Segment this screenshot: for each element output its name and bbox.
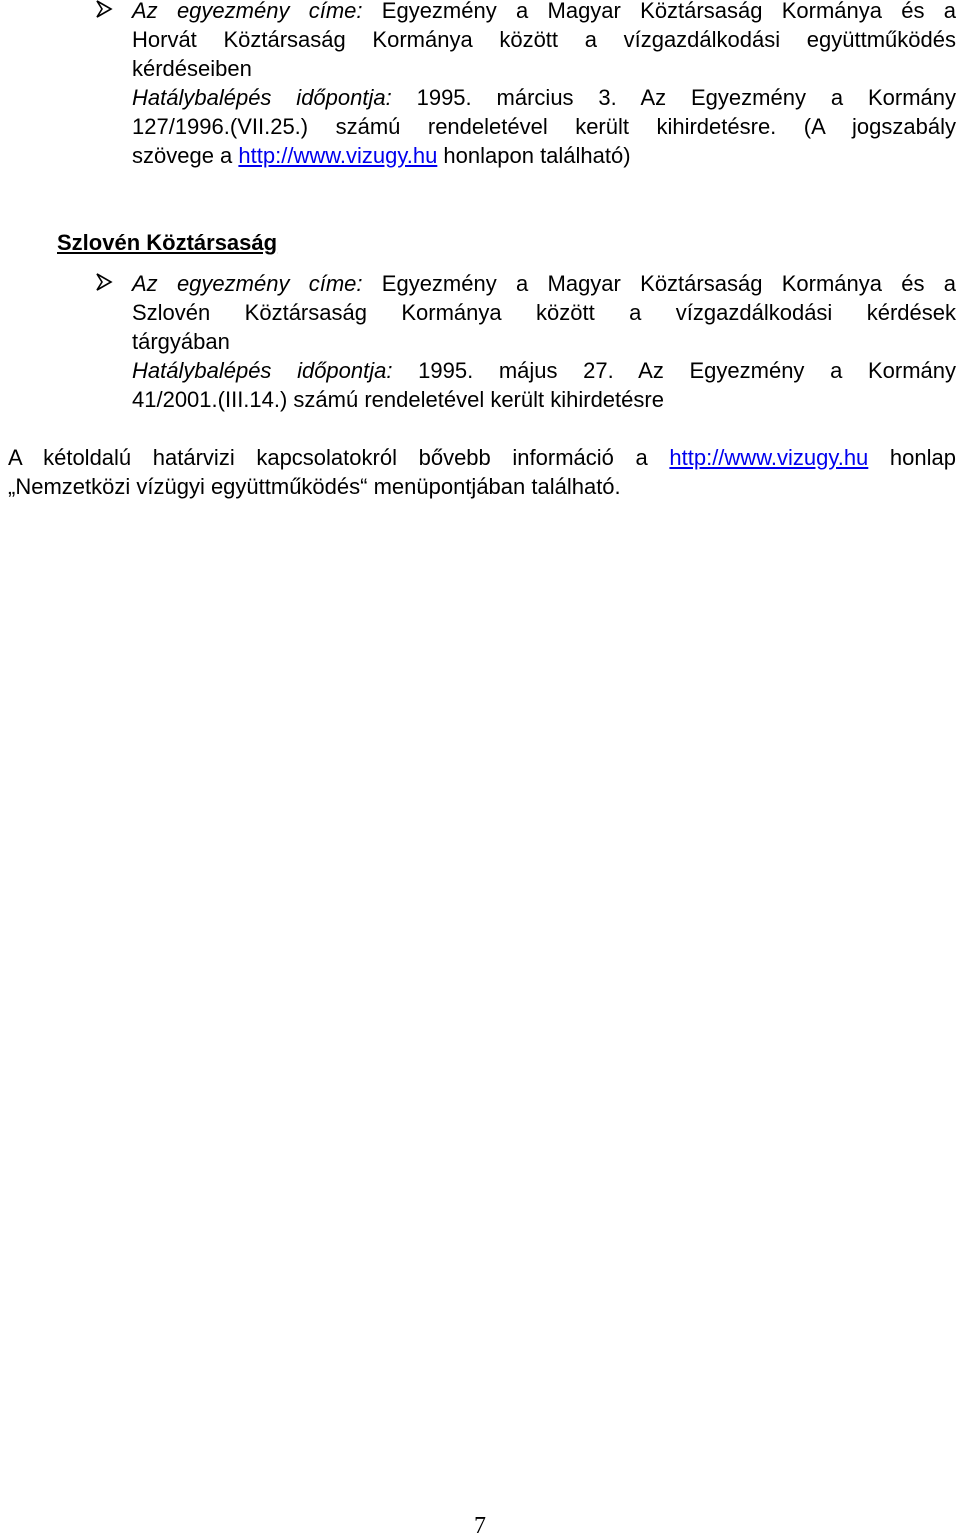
bilateral-info-menu-line: „Nemzetközi vízügyi együttműködés“ menüpontjában található.: [8, 474, 621, 499]
agreement-item-slovenia: [132, 269, 956, 414]
effective-date-line: [132, 83, 956, 112]
bilateral-info-paragraph: [8, 443, 956, 501]
legal-text-source-pre: szövege a: [132, 143, 239, 168]
page-number: 7: [474, 1513, 486, 1539]
effective-date-text: 127/1996.(VII.25.) számú rendeletével került kihirdetésre. (A jogszabály: [132, 114, 956, 139]
bilateral-info-pre: A kétoldalú határvizi kapcsolatokról bővebb információ a: [8, 445, 670, 470]
agreement-title-line: [132, 0, 956, 25]
agreement-title-text: kérdéseiben: [132, 56, 252, 81]
vizugy-link[interactable]: http://www.vizugy.hu: [669, 445, 869, 470]
agreement-title-text: Egyezmény a Magyar Köztársaság Kormánya és a: [362, 271, 956, 296]
agreement-title-text: tárgyában: [132, 329, 230, 354]
agreement-title-label: Az egyezmény címe:: [132, 271, 363, 296]
legal-text-source-post: honlapon található): [437, 143, 631, 168]
arrowhead-bullet-icon: [94, 0, 114, 20]
agreement-title-text: Szlovén Köztársaság Kormánya között a vízgazdálkodási kérdések: [132, 300, 956, 325]
agreement-title-label: Az egyezmény címe:: [132, 0, 363, 23]
agreement-title-line: [132, 269, 956, 298]
effective-date-text: 41/2001.(III.14.) számú rendeletével került kihirdetésre: [132, 387, 664, 412]
legal-text-source-line: [132, 141, 956, 170]
effective-date-text: 1995. március 3. Az Egyezmény a Kormány: [391, 85, 956, 110]
effective-date-label: Hatálybalépés időpontja:: [132, 358, 393, 383]
vizugy-link[interactable]: http://www.vizugy.hu: [238, 143, 438, 168]
agreement-title-text: Horvát Köztársaság Kormánya között a vízgazdálkodási együttműködés: [132, 27, 956, 52]
section-heading-slovenia: Szlovén Köztársaság: [57, 230, 278, 255]
effective-date-text: 1995. május 27. Az Egyezmény a Kormány: [392, 358, 956, 383]
arrowhead-bullet-icon: [94, 271, 114, 293]
bilateral-info-post: honlap: [868, 445, 956, 470]
effective-date-label: Hatálybalépés időpontja:: [132, 85, 392, 110]
agreement-item-croatia: [132, 0, 956, 170]
effective-date-line: [132, 356, 956, 385]
agreement-title-text: Egyezmény a Magyar Köztársaság Kormánya és a: [362, 0, 956, 23]
bilateral-info-line: [8, 443, 956, 472]
